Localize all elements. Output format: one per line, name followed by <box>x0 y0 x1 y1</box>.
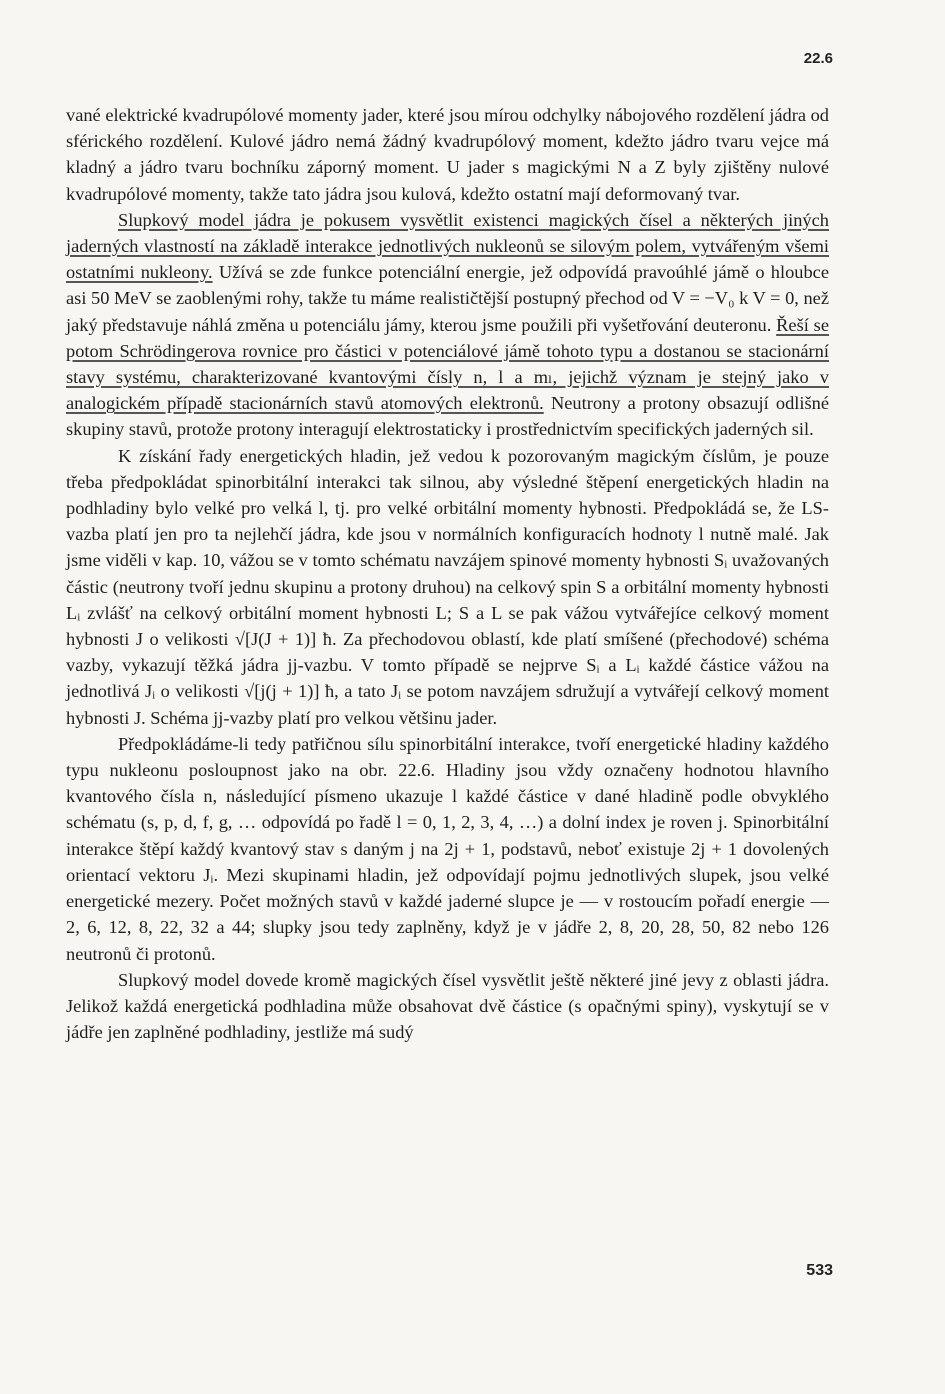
paragraph-2-text-a: Užívá se zde funkce potenciální energie, jež odpovídá pravoúhlé jámě o hloubce asi 50 MeV se zaoblenými rohy, takže tu máme realističtější postupný přechod od V = −V₀ k V = 0, než jaký představuje náhlá změna u potenciálu jámy, kterou jsme použili při vyšetřování deuteronu. <box>66 262 830 335</box>
paragraph-3: K získání řady energetických hladin, jež vedou k pozorovaným magickým číslům, je pouze třeba předpokládat spinorbitální interakci tak silnou, aby výsledné štěpení energetických hladin na podhladiny bylo velké pro velká l, tj. pro velké orbitální momenty hybnosti. Předpokládá se, že LS-vazba platí jen pro ta nejlehčí jádra, kde jsou v normálních konfiguracích hodnoty l nutně malé. Jak jsme viděli v kap. 10, vážou se v tomto schématu navzájem spinové momenty hybnosti Sᵢ uvažovaných částic (neutrony tvoří jednu skupinu a protony druhou) na celkový spin S a orbitální momenty hybnosti Lᵢ zvlášť na celkový orbitální moment hybnosti L; S a L se pak vážou vytvářejíce celkový moment hybnosti J o velikosti √[J(J + 1)] ħ. Za přechodovou oblastí, kde platí smíšené (přechodové) schéma vazby, vykazují těžká jádra jj-vazbu. V tomto případě se nejprve Sᵢ a Lᵢ každé částice vážou na jednotlivá Jᵢ o velikosti √[j(j + 1)] ħ, a tato Jᵢ se potom navzájem sdružují a vytvářejí celkový moment hybnosti J. Schéma jj-vazby platí pro velkou většinu jader. <box>66 445 829 728</box>
underlined-passage-1: Slupkový model jádra je pokusem vysvětlit existenci magických čísel a některých jiných jaderných vlastností na základě interakce jednotlivých nukleonů se silovým polem, vytvářeným všemi ostatními nukleony. <box>66 209 829 283</box>
page-number: 533 <box>806 1262 833 1279</box>
paragraph-1: vané elektrické kvadrupólové momenty jader, které jsou mírou odchylky nábojového rozdělení jádra od sférického rozdělení. Kulové jádro nemá žádný kvadrupólový moment, kdežto jádro tvaru vejce má kladný a jádro tvaru bochníku záporný moment. U jader s magickými N a Z byly zjištěny nulové kvadrupólové momenty, takže tato jádra jsou kulová, kdežto ostatní mají deformovaný tvar. <box>66 105 829 204</box>
paragraph-4: Předpokládáme-li tedy patřičnou sílu spinorbitální interakce, tvoří energetické hladiny každého typu nukleonu posloupnost jako na obr. 22.6. Hladiny jsou vždy označeny hodnotou hlavního kvantového čísla n, následující písmeno ukazuje l každé částice v dané hladině podle obvyklého schématu (s, p, d, f, g, … odpovídá po řadě l = 0, 1, 2, 3, 4, …) a dolní index je roven j. Spinorbitální interakce štěpí každý kvantový stav s daným j na 2j + 1, podstavů, neboť existuje 2j + 1 dovolených orientací vektoru Jᵢ. Mezi skupinami hladin, jež odpovídají pojmu jednotlivých slupek, jsou velké energetické mezery. Počet možných stavů v každé jaderné slupce je — v rostoucím pořadí energie — 2, 6, 12, 8, 22, 32 a 44; slupky jsou tedy zaplněny, když je v jádře 2, 8, 20, 28, 50, 82 nebo 126 neutronů či protonů. <box>66 733 829 964</box>
paragraph-5: Slupkový model dovede kromě magických čísel vysvětlit ještě některé jiné jevy z oblasti jádra. Jelikož každá energetická podhladina může obsahovat dvě částice (s opačnými spiny), vyskytují se v jádře jen zaplněné podhladiny, jestliže má sudý <box>66 969 829 1043</box>
section-number: 22.6 <box>803 50 833 67</box>
underlined-passage-2: Řeší se potom Schrödingerova rovnice pro částici v potenciálové jámě tohoto typu a dostanou se stacionární stavy systému, charakterizované kvantovými čísly n, l a mₗ, jejichž význam je stejný jako v analogickém případě stacionárních stavů atomových elektronů. <box>66 314 829 414</box>
paragraph-2-text-b: Neutrony a protony obsazují odlišné skupiny stavů, protože protony interagují elektrostaticky i prostřednictvím specifických jaderných sil. <box>66 393 830 440</box>
paragraph-2 <box>66 207 829 443</box>
body-text <box>66 102 829 1045</box>
